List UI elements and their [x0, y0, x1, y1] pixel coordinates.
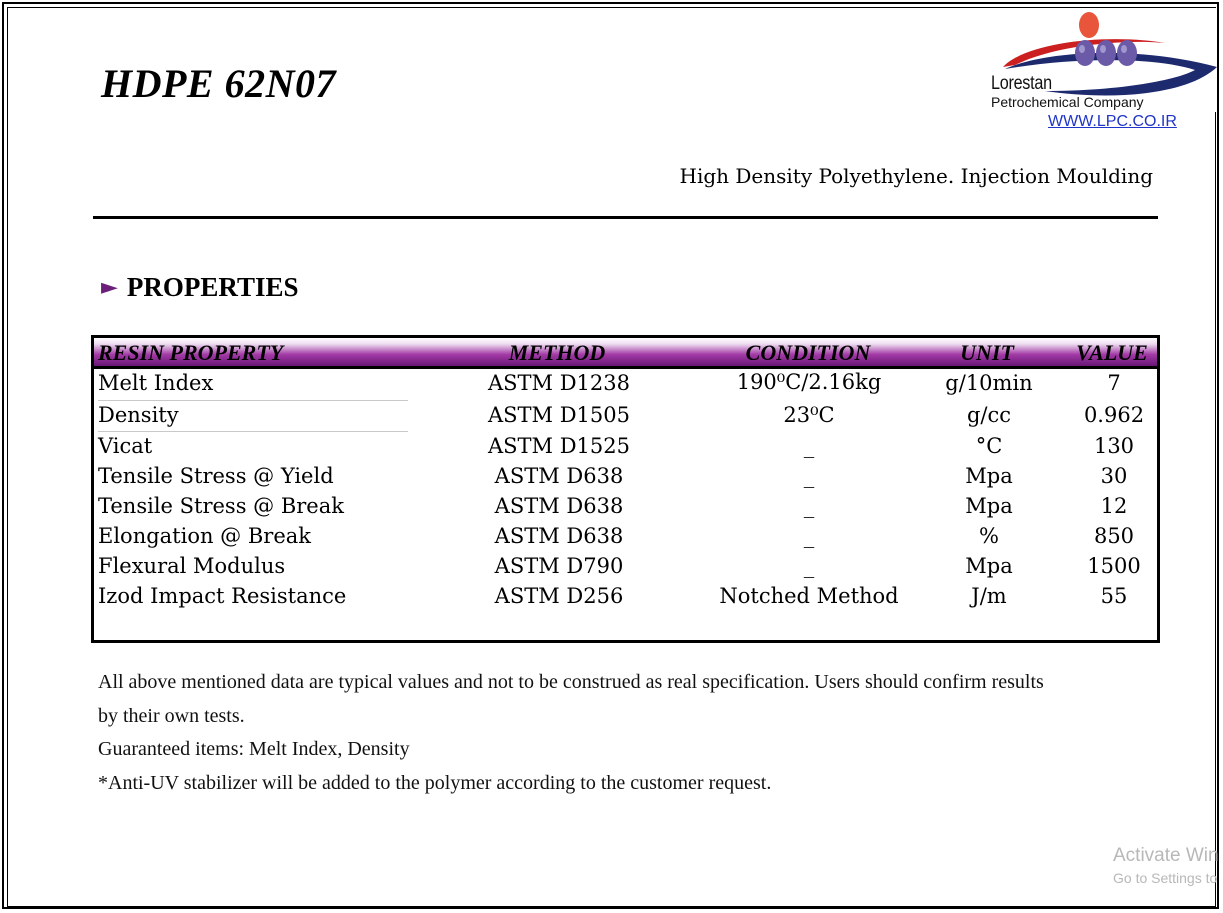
website-link[interactable]: WWW.LPC.CO.IR: [1048, 113, 1177, 130]
cell-condition: _: [803, 494, 815, 518]
table-row: [0, 494, 1223, 524]
cell-value: 130: [1093, 434, 1135, 458]
cell-method: ASTM D638: [494, 464, 624, 488]
header-method: METHOD: [508, 340, 606, 365]
section-title: PROPERTIES: [126, 272, 299, 302]
activation-watermark-subtitle: Go to Settings to: [1113, 870, 1218, 886]
cell-value: 7: [1107, 371, 1121, 395]
cell-value: 1500: [1087, 554, 1141, 578]
table-row: [0, 524, 1223, 554]
table-row: [0, 434, 1223, 464]
cell-method: ASTM D790: [494, 554, 624, 578]
guaranteed-items-note: Guaranteed items: Melt Index, Density: [98, 738, 410, 760]
row-separator: [98, 431, 408, 432]
product-title: HDPE 62N07: [101, 61, 336, 106]
disclaimer-line-2: by their own tests.: [98, 705, 245, 727]
table-row: [0, 403, 1223, 433]
cell-condition: _: [803, 434, 815, 458]
cell-unit: g/cc: [966, 403, 1012, 427]
cell-value: 30: [1100, 464, 1128, 488]
table-row: [0, 584, 1223, 614]
logo-company-subtitle: Petrochemical Company: [991, 94, 1144, 110]
cell-method: ASTM D638: [494, 524, 624, 548]
cell-method: ASTM D1505: [487, 403, 631, 427]
header-condition: CONDITION: [745, 340, 871, 365]
disclaimer-line-1: All above mentioned data are typical values and not to be construed as real specification. Users should confirm results: [98, 671, 1044, 693]
cell-property: Tensile Stress @ Yield: [98, 464, 334, 488]
activation-watermark-title: Activate Win: [1113, 845, 1219, 866]
cell-method: ASTM D1525: [487, 434, 631, 458]
cell-property: Tensile Stress @ Break: [98, 494, 344, 518]
cell-property: Vicat: [98, 434, 153, 458]
cell-method: ASTM D638: [494, 494, 624, 518]
cell-method: ASTM D1238: [487, 371, 631, 395]
anti-uv-note: *Anti-UV stabilizer will be added to the polymer according to the customer request.: [98, 772, 772, 794]
cell-property: Elongation @ Break: [98, 524, 311, 548]
cell-condition: 190⁰C/2.16kg: [736, 370, 882, 394]
cell-value: 12: [1100, 494, 1128, 518]
cell-condition: 23⁰C: [783, 403, 835, 427]
triangle-bullet-icon: ►: [101, 274, 118, 300]
cell-unit: Mpa: [965, 554, 1013, 578]
cell-value: 55: [1100, 584, 1128, 608]
table-row: [0, 464, 1223, 494]
cell-condition: _: [803, 554, 815, 578]
logo-orange-sphere: [1079, 12, 1099, 38]
cell-unit: g/10min: [945, 371, 1033, 395]
cell-property: Flexural Modulus: [98, 554, 286, 578]
cell-property: Melt Index: [98, 371, 214, 395]
cell-unit: °C: [975, 434, 1003, 458]
cell-value: 850: [1093, 524, 1135, 548]
cell-unit: J/m: [971, 584, 1007, 608]
cell-method: ASTM D256: [494, 584, 624, 608]
row-separator: [98, 400, 408, 401]
cell-unit: %: [979, 524, 999, 548]
cell-property: Density: [98, 403, 179, 427]
cell-value: 0.962: [1083, 403, 1145, 427]
table-row: [0, 554, 1223, 584]
product-subtitle: High Density Polyethylene. Injection Moulding: [679, 164, 1153, 188]
header-divider: [93, 216, 1158, 219]
cell-property: Izod Impact Resistance: [98, 584, 347, 608]
cell-unit: Mpa: [965, 494, 1013, 518]
table-row: [0, 371, 1223, 401]
cell-condition: Notched Method: [719, 584, 899, 608]
header-property: RESIN PROPERTY: [98, 340, 284, 365]
cell-unit: Mpa: [965, 464, 1013, 488]
logo-company-name: Lorestan: [991, 73, 1052, 94]
cell-condition: _: [803, 464, 815, 488]
header-unit: UNIT: [960, 340, 1014, 365]
table-header-rule: [94, 366, 1157, 369]
section-heading: [101, 272, 299, 303]
cell-condition: _: [803, 524, 815, 548]
header-value: VALUE: [1076, 340, 1148, 365]
